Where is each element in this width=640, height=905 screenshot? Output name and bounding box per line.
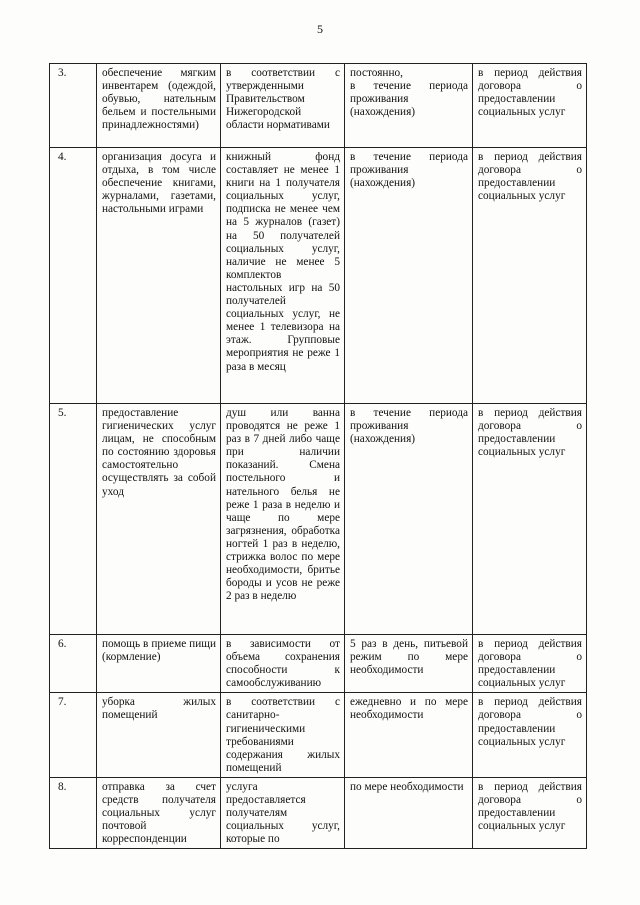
service-name-cell — [97, 777, 221, 848]
service-volume-cell — [221, 777, 345, 848]
service-term: в период действия договора о предоставлении социальных услуг — [478, 638, 582, 690]
services-table — [49, 63, 587, 849]
service-volume: в зависимости от объема сохранения способности к самообслуживанию — [226, 638, 340, 690]
service-term: в период действия договора о предоставлении социальных услуг — [478, 696, 582, 748]
row-number: 5. — [50, 404, 97, 635]
service-term-cell — [473, 635, 587, 693]
service-name: обеспечение мягким инвентарем (одеждой, обувью, нательным бельем и постельными принадлежностями) — [102, 67, 216, 132]
service-name-cell — [97, 635, 221, 693]
service-period-cell — [345, 404, 473, 635]
service-term: в период действия договора о предоставлении социальных услуг — [478, 151, 582, 203]
service-term-cell — [473, 777, 587, 848]
table-row — [50, 404, 587, 635]
table-row — [50, 635, 587, 693]
service-name: отправка за счет средств получателя социальных услуг почтовой корреспонденции — [102, 780, 216, 846]
service-volume: в соответствии с утвержденными Правительством Нижегородской области нормативами — [226, 67, 340, 132]
service-name-cell — [97, 693, 221, 778]
service-term: в период действия договора о предоставлении социальных услуг — [478, 780, 582, 833]
row-number: 8. — [50, 777, 97, 848]
service-period: 5 раз в день, питьевой режим по мере необходимости — [350, 638, 468, 677]
service-period: ежедневно и по мере необходимости — [350, 696, 468, 722]
service-name: организация досуга и отдыха, в том числе обеспечение книгами, журналами, газетами, настольными играми — [102, 151, 216, 216]
service-volume: душ или ванна проводятся не реже 1 раз в 7 дней либо чаще при наличии показаний. Смена постельного и нательного белья не реже 1 раза в неделю и чаще по мере загрязнения, обработка ногтей 1 раз в неделю, стрижка волос по мере необходимости, бритье бороды и усов не реже 2 раз в неделю — [226, 407, 340, 603]
service-volume: услуга предоставляется получателям социальных услуг, которые по — [226, 780, 340, 846]
service-period-cell — [345, 635, 473, 693]
service-volume-cell — [221, 693, 345, 778]
service-name: предоставление гигиенических услуг лицам, не способным по состоянию здоровья самостоятельно осуществлять за собой уход — [102, 407, 216, 498]
service-period-cell — [345, 64, 473, 148]
service-term: в период действия договора о предоставлении социальных услуг — [478, 407, 582, 459]
service-volume: в соответствии с санитарно-гигиеническими требованиями содержания жилых помещений — [226, 696, 340, 774]
service-period-cell — [345, 148, 473, 404]
service-period-cell — [345, 777, 473, 848]
service-term-cell — [473, 404, 587, 635]
service-term-cell — [473, 148, 587, 404]
service-volume-cell — [221, 404, 345, 635]
table-row — [50, 693, 587, 778]
service-period: в течение периода проживания (нахождения) — [350, 151, 468, 190]
row-number: 6. — [50, 635, 97, 693]
service-volume-cell — [221, 148, 345, 404]
service-volume: книжный фонд составляет не менее 1 книги на 1 получателя социальных услуг, подписка не менее чем на 5 журналов (газет) на 50 получателей социальных услуг, наличие не менее 5 комплектов настольных игр на 50 получателей социальных услуг, не менее 1 телевизора на этаж. Групповые мероприятия не реже 1 раза в месяц — [226, 151, 340, 373]
table-row — [50, 777, 587, 848]
service-period: в течение периода проживания (нахождения) — [350, 407, 468, 446]
service-name-cell — [97, 404, 221, 635]
table-row — [50, 64, 587, 148]
service-name-cell — [97, 64, 221, 148]
service-period-cell — [345, 693, 473, 778]
table-row — [50, 148, 587, 404]
row-number: 7. — [50, 693, 97, 778]
service-volume-cell — [221, 64, 345, 148]
service-name-cell — [97, 148, 221, 404]
service-term: в период действия договора о предоставлении социальных услуг — [478, 67, 582, 119]
service-volume-cell — [221, 635, 345, 693]
service-period: постоянно, в течение периода проживания (нахождения) — [350, 67, 468, 119]
page-number: 5 — [317, 22, 323, 36]
row-number: 4. — [50, 148, 97, 404]
service-period: по мере необходимости — [350, 780, 464, 793]
service-name: уборка жилых помещений — [102, 696, 216, 722]
row-number: 3. — [50, 64, 97, 148]
service-term-cell — [473, 64, 587, 148]
service-term-cell — [473, 693, 587, 778]
service-name: помощь в приеме пищи (кормление) — [102, 638, 216, 664]
